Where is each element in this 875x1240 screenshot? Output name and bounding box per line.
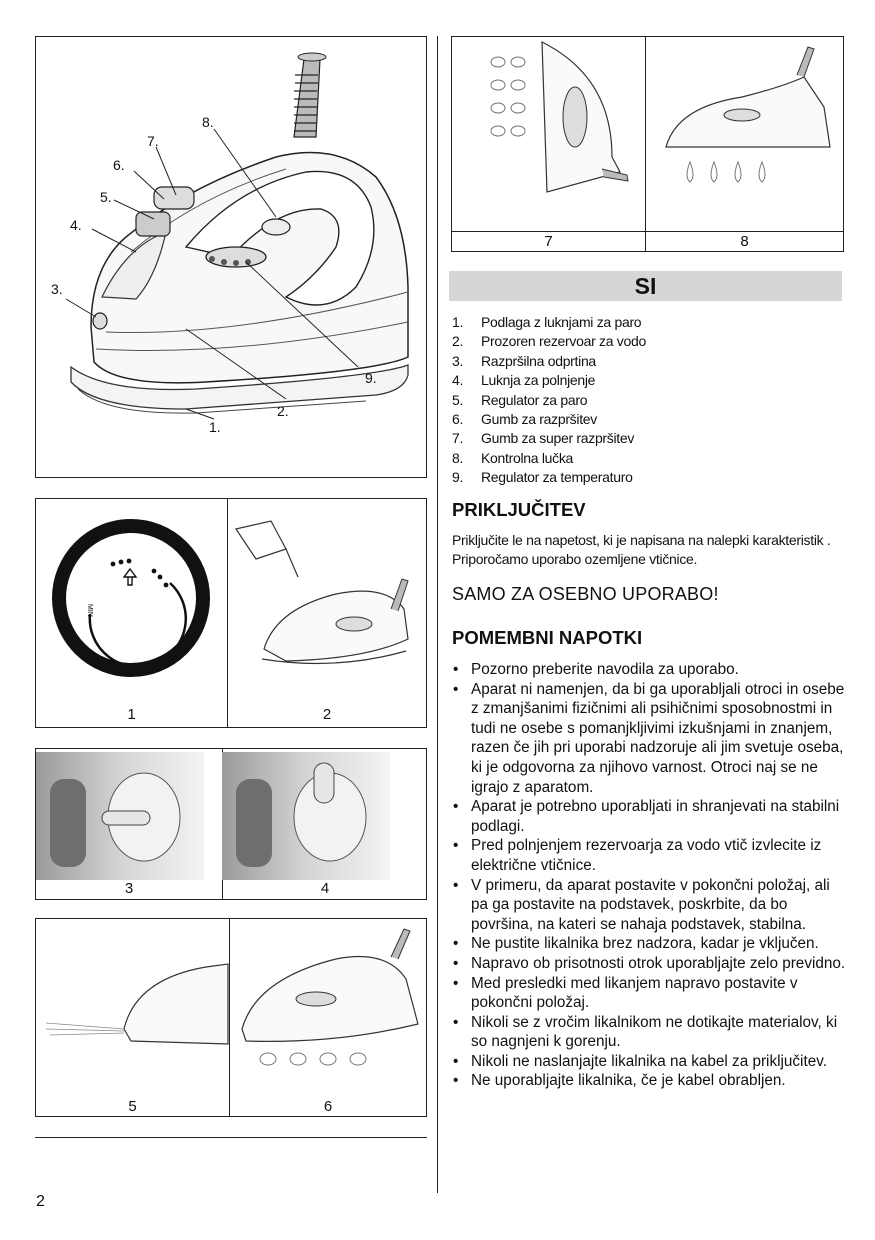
figure-box-7-8: [451, 36, 844, 252]
list-item-number: 2.: [452, 333, 464, 350]
list-item: [452, 410, 646, 429]
list-item: [452, 313, 646, 332]
list-item: [452, 468, 646, 487]
list-item-number: 6.: [452, 411, 464, 428]
list-item: • Aparat je potrebno uporabljati in shranjevati na stabilni podlagi.: [452, 797, 847, 836]
vertical-and-dry-ironing-illustration: [452, 37, 845, 253]
list-item: [452, 391, 646, 410]
figure-caption-1: 1: [127, 706, 136, 723]
figure-caption-3: 3: [124, 880, 134, 897]
list-item: • Nikoli se z vročim likalnikom ne dotikajte materialov, ki so nagnjeni k gorenju.: [452, 1013, 847, 1052]
figure-caption-7: 7: [544, 233, 553, 250]
dial-diagram: [36, 499, 428, 729]
part-label-3: 3.: [51, 281, 63, 297]
list-item-text: Prozoren rezervoar za vodo: [481, 333, 646, 350]
page-number: 2: [36, 1193, 45, 1210]
figure-caption-5: 5: [128, 1098, 137, 1115]
connection-heading: PRIKLJUČITEV: [452, 499, 586, 520]
parts-list: [452, 313, 646, 488]
personal-use-notice: SAMO ZA OSEBNO UPORABO!: [452, 584, 719, 604]
list-item-text: Luknja za polnjenje: [481, 372, 596, 389]
part-label-6: 6.: [113, 157, 125, 173]
bottom-rule: [35, 1137, 427, 1138]
list-item-text: Regulator za temperaturo: [481, 469, 633, 486]
figure-box-1-2: [35, 498, 427, 728]
spray-and-burst-illustration: [36, 919, 428, 1118]
part-label-2: 2.: [277, 403, 289, 419]
part-label-7: 7.: [147, 133, 159, 149]
list-item-text: Podlaga z luknjami za paro: [481, 314, 642, 330]
part-label-1: 1.: [209, 419, 221, 435]
list-item-number: 7.: [452, 430, 464, 447]
list-item-number: 8.: [452, 449, 464, 466]
part-label-4: 4.: [70, 217, 82, 233]
figure-caption-6: 6: [323, 1098, 333, 1115]
list-item-text: Regulator za paro: [481, 391, 588, 408]
list-item: • Napravo ob prisotnosti otrok uporabljajte zelo previdno.: [452, 954, 847, 974]
language-header-text: SI: [634, 273, 657, 299]
important-heading: POMEMBNI NAPOTKI: [452, 627, 643, 648]
list-item-number: 9.: [452, 469, 464, 486]
list-item-number: 5.: [452, 391, 464, 408]
list-item: [452, 332, 646, 351]
list-item-number: 4.: [452, 372, 464, 389]
list-item: • Pozorno preberite navodila za uporabo.: [452, 660, 847, 680]
steam-regulator-photos: [36, 749, 428, 901]
list-item: • Med presledki med likanjem napravo postavite v pokončni položaj.: [452, 974, 847, 1013]
part-label-9: 9.: [365, 370, 377, 386]
main-figure-box: [35, 36, 427, 478]
column-divider: [437, 36, 438, 1193]
list-item-text: Kontrolna lučka: [481, 449, 574, 466]
connection-text: Priključite le na napetost, ki je napisana na nalepki karakteristik . Priporočamo uporabo ozemljene vtičnice.: [452, 532, 831, 567]
figure-box-3-4: [35, 748, 427, 900]
list-item: • Ne pustite likalnika brez nadzora, kadar je vključen.: [452, 934, 847, 954]
part-label-8: 8.: [202, 114, 214, 130]
list-item: • Ne uporabljajte likalnika, če je kabel obrabljen.: [452, 1071, 847, 1091]
figure-caption-2: 2: [322, 706, 332, 723]
dial-min-label: MIN: [86, 604, 93, 617]
list-item: [452, 449, 646, 468]
list-item: • V primeru, da aparat postavite v pokončni položaj, ali pa ga postavite na podstavek, poskrbite, da bo površina, na kateri se nahaja podstavek, stabilna.: [452, 876, 847, 935]
list-item-text: Razpršilna odprtina: [481, 352, 596, 369]
list-item-text: Gumb za super razpršitev: [481, 430, 635, 447]
part-label-5: 5.: [100, 189, 112, 205]
language-header: [449, 271, 842, 301]
figure-caption-8: 8: [740, 233, 749, 250]
list-item: • Nikoli ne naslanjajte likalnika na kabel za priključitev.: [452, 1052, 847, 1072]
list-item-number: 3.: [452, 352, 464, 369]
iron-filling-illustration: [236, 521, 408, 664]
list-item: • Pred polnjenjem rezervoarja za vodo vtič izvlecite iz električne vtičnice.: [452, 836, 847, 875]
list-item: [452, 352, 646, 371]
list-item: • Aparat ni namenjen, da bi ga uporabljali otroci in osebe z zmanjšanimi fizičnimi ali psihičnimi sposobnostmi in tudi ne osebe s pomanjkljivimi izkušnjami in znanjem, razen če jih pri uporabi nadzoruje ali jim svetuje oseba, ki je odgovorna za njihovo varnost. Otroci naj se ne igrajo z aparatom.: [452, 680, 847, 798]
iron-diagram: [36, 37, 428, 479]
list-item: [452, 371, 646, 390]
important-notes-list: [452, 660, 847, 1091]
list-item-text: Gumb za razpršitev: [481, 411, 597, 428]
figure-caption-4: 4: [320, 880, 330, 897]
figure-box-5-6: [35, 918, 427, 1117]
list-item-number: 1.: [452, 314, 464, 330]
list-item: [452, 429, 646, 448]
